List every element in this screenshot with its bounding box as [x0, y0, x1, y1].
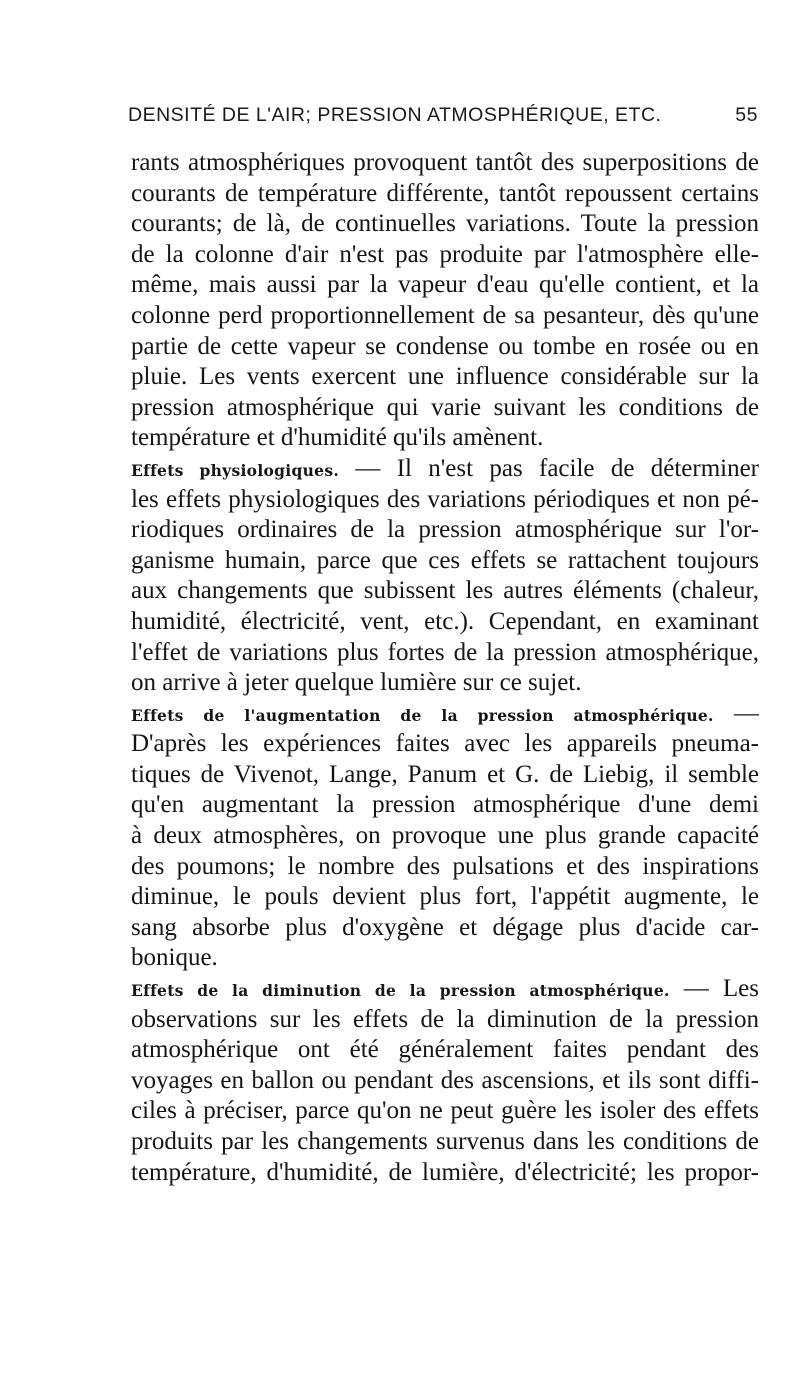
text-line	[131, 179, 759, 210]
text-line	[131, 729, 759, 760]
text-line	[131, 301, 759, 332]
text-line	[131, 1066, 759, 1097]
line-text: —	[713, 699, 759, 727]
line-text: température et d'humidité qu'ils amènent.	[131, 424, 544, 452]
page-number: 55	[735, 104, 758, 126]
line-text: température, d'humidité, de lumière, d'électricité; les propor-	[131, 1158, 759, 1186]
text-line	[131, 1096, 759, 1127]
line-text: produits par les changements survenus dans les conditions de	[131, 1128, 759, 1155]
line-text: colonne perd proportionnellement de sa pesanteur, dès qu'une	[131, 301, 759, 329]
text-line	[131, 638, 759, 669]
line-text: l'effet de variations plus fortes de la pression atmosphérique,	[131, 638, 759, 666]
text-line	[131, 943, 759, 974]
line-text: courants; de là, de continuelles variations. Toute la pression	[131, 210, 759, 238]
section-heading-line	[131, 974, 759, 1005]
text-line	[131, 882, 759, 913]
line-text: les effets physiologiques des variations périodiques et non pé-	[131, 485, 759, 513]
text-line	[131, 790, 759, 821]
line-text: — Les	[669, 975, 759, 1003]
line-text: bonique.	[131, 944, 218, 972]
line-text: tiques de Vivenot, Lange, Panum et G. de Liebig, il semble	[131, 760, 759, 788]
text-line	[131, 332, 759, 363]
line-text: à deux atmosphères, on provoque une plus grande capacité	[131, 822, 759, 850]
text-line	[131, 607, 759, 638]
running-head	[128, 104, 760, 130]
line-text: qu'en augmentant la pression atmosphérique d'une demi	[131, 791, 759, 819]
text-line	[131, 760, 759, 791]
line-text: D'après les expériences faites avec les appareils pneuma-	[131, 730, 759, 758]
line-text: — Il n'est pas facile de déterminer	[339, 454, 759, 482]
text-line	[131, 852, 759, 883]
line-text: voyages en ballon ou pendant des ascensions, et ils sont diffi-	[131, 1066, 759, 1094]
line-text: atmosphérique ont été généralement faites pendant des	[131, 1036, 759, 1064]
line-text: rants atmosphériques provoquent tantôt des superpositions de	[131, 149, 759, 176]
text-line	[131, 362, 759, 393]
line-text: humidité, électricité, vent, etc.). Cependant, en examinant	[131, 607, 759, 635]
text-line	[131, 1035, 759, 1066]
body-text	[131, 148, 759, 1188]
line-text: de la colonne d'air n'est pas produite par l'atmosphère elle-	[131, 240, 759, 268]
line-text: aux changements que subissent les autres éléments (chaleur,	[131, 577, 759, 605]
line-text: on arrive à jeter quelque lumière sur ce sujet.	[131, 669, 582, 697]
line-text: même, mais aussi par la vapeur d'eau qu'elle contient, et la	[131, 271, 759, 299]
section-heading: Effets de l'augmentation de la pression atmosphérique.	[131, 705, 714, 725]
text-line	[131, 270, 759, 301]
text-line	[131, 148, 759, 179]
section-heading-line	[131, 454, 759, 485]
text-line	[131, 209, 759, 240]
text-line	[131, 1158, 759, 1189]
line-text: pression atmosphérique qui varie suivant les conditions de	[131, 393, 759, 421]
text-line	[131, 485, 759, 516]
running-title: DENSITÉ DE L'AIR; PRESSION ATMOSPHÉRIQUE, ETC.	[128, 104, 662, 126]
line-text: riodiques ordinaires de la pression atmosphérique sur l'or-	[131, 516, 759, 544]
line-text: ciles à préciser, parce qu'on ne peut guère les isoler des effets	[131, 1097, 759, 1125]
section-heading: Effets physiologiques.	[131, 460, 340, 480]
text-line	[131, 423, 759, 454]
line-text: diminue, le pouls devient plus fort, l'appétit augmente, le	[131, 883, 759, 911]
line-text: pluie. Les vents exercent une influence considérable sur la	[131, 363, 759, 391]
section-heading: Effets de la diminution de la pression atmosphérique.	[131, 981, 670, 1001]
line-text: observations sur les effets de la diminution de la pression	[131, 1005, 759, 1033]
text-line	[131, 393, 759, 424]
line-text: partie de cette vapeur se condense ou tombe en rosée ou en	[131, 332, 759, 360]
text-line	[131, 1127, 759, 1158]
text-line	[131, 821, 759, 852]
text-line	[131, 668, 759, 699]
line-text: sang absorbe plus d'oxygène et dégage plus d'acide car-	[131, 913, 759, 941]
text-line	[131, 546, 759, 577]
text-line	[131, 913, 759, 944]
text-line	[131, 515, 759, 546]
line-text: ganisme humain, parce que ces effets se rattachent toujours	[131, 546, 759, 574]
text-line	[131, 1005, 759, 1036]
text-line	[131, 576, 759, 607]
text-line	[131, 240, 759, 271]
line-text: des poumons; le nombre des pulsations et des inspirations	[131, 852, 759, 880]
section-heading-line	[131, 699, 759, 730]
line-text: courants de température différente, tantôt repoussent certains	[131, 179, 759, 207]
